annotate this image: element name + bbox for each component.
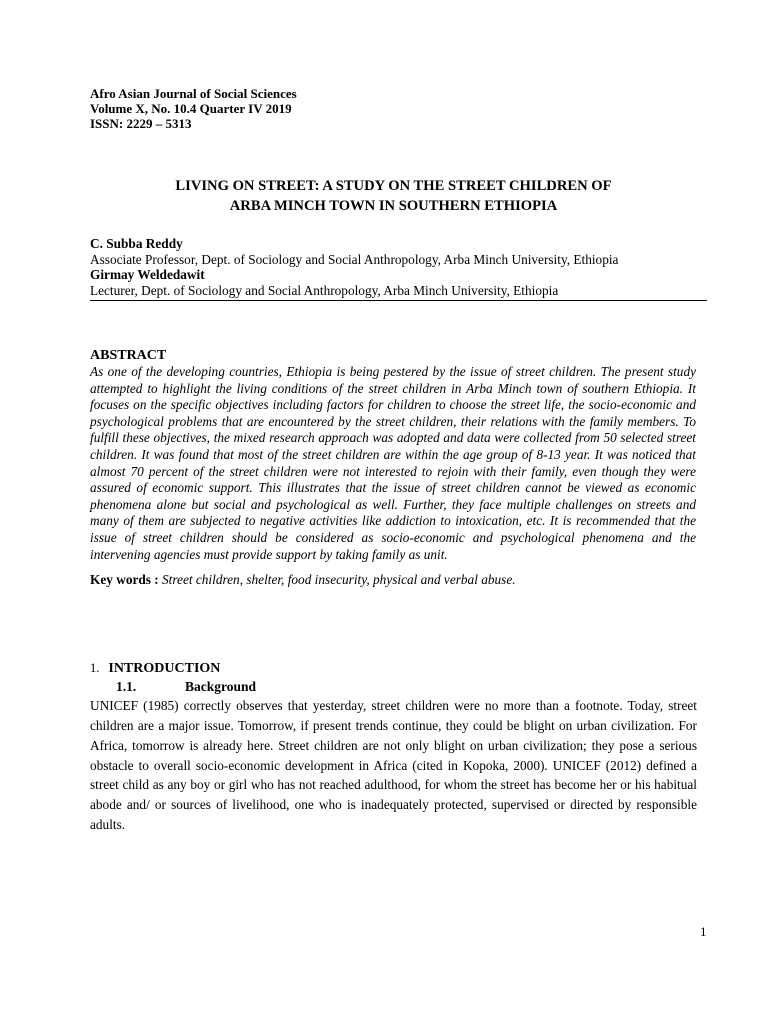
section-title: INTRODUCTION bbox=[108, 661, 221, 677]
author-block bbox=[90, 236, 707, 301]
paper-title-line-1: LIVING ON STREET: A STUDY ON THE STREET CHILDREN OF bbox=[175, 178, 612, 194]
body-paragraph: UNICEF (1985) correctly observes that yesterday, street children were no more than a footnote. Today, street children are a major issue. Tomorrow, if present trends continue, they could be blight on urban civilization. For Africa, tomorrow is already here. Street children are not only blight on urban civilization; they pose a serious obstacle to overall socio-economic development in Africa (cited in Kopoka, 2000). UNICEF (2012) defined a street child as any boy or girl who has not reached adulthood, for whom the street has become her or his habitual abode and/ or sources of livelihood, one who is inadequately protected, supervised or directed by responsible adults. bbox=[90, 698, 697, 832]
paper-title bbox=[90, 176, 697, 216]
paper-page bbox=[90, 86, 697, 835]
section-heading-introduction bbox=[90, 659, 697, 678]
author-affiliation: Lecturer, Dept. of Sociology and Social Anthropology, Arba Minch University, Ethiopia bbox=[90, 282, 559, 298]
abstract-text: As one of the developing countries, Ethiopia is being pestered by the issue of street children. The present study attempted to highlight the living conditions of the street children in Arba Minch town of southern Ethiopia. It focuses on the specific objectives including factors for children to choose the street life, the socio-economic and psychological problems that are encountered by the street children, their relations with the family members. To fulfill these objectives, the mixed research approach was adopted and data were collected from 50 selected street children. It was found that most of the street children are within the age group of 8-13 year. It was noticed that almost 70 percent of the street children were not interested to rejoin with their family, even though they were assured of economic support. This illustrates that the issue of street children cannot be viewed as economic phenomena alone but social and psychological as well. Further, they face multiple challenges on streets and many of them are subjected to negative activities like addiction to intoxication, etc. It is recommended that the issue of street children should be considered as socio-economic and psychological phenomena and the intervening agencies must provide support by taking family as unit. bbox=[90, 364, 696, 562]
author-affiliation: Associate Professor, Dept. of Sociology and Social Anthropology, Arba Minch University, Ethiopia bbox=[90, 251, 619, 267]
journal-name: Afro Asian Journal of Social Sciences bbox=[90, 86, 297, 101]
subsection-heading-background bbox=[90, 678, 697, 696]
subsection-number: 1.1. bbox=[116, 679, 137, 695]
author-name: C. Subba Reddy bbox=[90, 236, 183, 251]
subsection-title: Background bbox=[185, 679, 257, 695]
page-number: 1 bbox=[700, 924, 707, 939]
journal-header bbox=[90, 86, 697, 131]
keywords-text: Street children, shelter, food insecurity, physical and verbal abuse. bbox=[162, 572, 516, 588]
keywords bbox=[90, 571, 697, 588]
section-number: 1. bbox=[90, 661, 100, 676]
journal-volume: Volume X, No. 10.4 Quarter IV 2019 bbox=[90, 101, 292, 116]
abstract-heading: ABSTRACT bbox=[90, 348, 167, 363]
journal-issn: ISSN: 2229 – 5313 bbox=[90, 116, 192, 131]
author-name: Girmay Weldedawit bbox=[90, 267, 205, 282]
paper-title-line-2: ARBA MINCH TOWN IN SOUTHERN ETHIOPIA bbox=[229, 198, 558, 214]
keywords-label: Key words : bbox=[90, 572, 159, 588]
